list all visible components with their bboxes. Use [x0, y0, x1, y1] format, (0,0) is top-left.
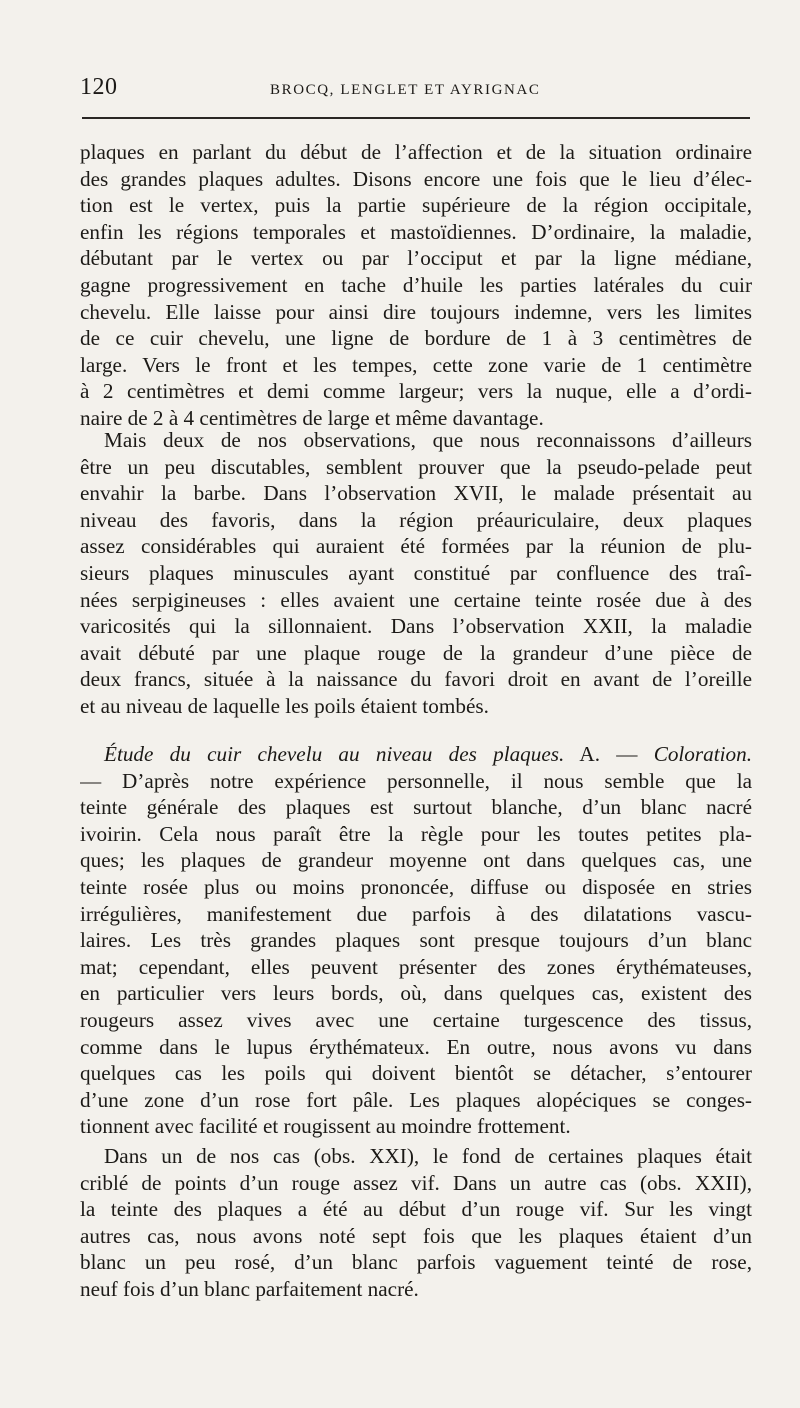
text-line: Dans un de nos cas (obs. XXI), le fond de certaines plaques était — [104, 1144, 752, 1168]
text-line: — D’après notre expérience personnelle, il nous semble que la — [80, 768, 752, 793]
running-title: BROCQ, LENGLET ET AYRIGNAC — [270, 82, 541, 98]
text-line: à 2 centimètres et demi comme largeur; vers la nuque, elle a d’ordi- — [80, 379, 752, 404]
text-line: débutant par le vertex ou par l’occiput et par la ligne médiane, — [80, 246, 752, 271]
text-line: blanc un peu rosé, d’un blanc parfois vaguement teinté de rose, — [80, 1250, 752, 1275]
text-line: irrégulières, manifestement due parfois à des dilatations vascu- — [80, 901, 752, 926]
text-line: avait débuté par une plaque rouge de la grandeur d’une pièce de — [80, 640, 752, 665]
text-line: et au niveau de laquelle les poils étaient tombés. — [80, 693, 489, 718]
text-line: nées serpigineuses : elles avaient une certaine teinte rosée due à des — [80, 587, 752, 612]
page-number: 120 — [80, 74, 118, 100]
paragraph-coloration — [80, 741, 752, 1140]
text-line: tionnent avec facilité et rougissent au moindre frottement. — [80, 1114, 571, 1139]
text-line: être un peu discutables, semblent prouver que la pseudo-pelade peut — [80, 454, 752, 479]
text-line: d’une zone d’un rose fort pâle. Les plaques alopéciques se conges- — [80, 1087, 752, 1112]
text-line: ivoirin. Cela nous paraît être la règle pour les toutes petites pla- — [80, 821, 752, 846]
text-line: chevelu. Elle laisse pour ainsi dire toujours indemne, vers les limites — [80, 299, 752, 324]
text-line: envahir la barbe. Dans l’observation XVII, le malade présentait au — [80, 481, 752, 506]
text-line: teinte générale des plaques est surtout blanche, d’un blanc nacré — [80, 795, 752, 820]
text-line: varicosités qui la sillonnaient. Dans l’observation XXII, la maladie — [80, 614, 752, 639]
text-line: quelques cas les poils qui doivent bientôt se détacher, s’entourer — [80, 1061, 752, 1086]
text-line: Mais deux de nos observations, que nous reconnaissons d’ailleurs — [104, 428, 752, 452]
text-line: rougeurs assez vives avec une certaine turgescence des tissus, — [80, 1007, 752, 1032]
text-line: naire de 2 à 4 centimètres de large et même davantage. — [80, 405, 544, 430]
text-line: laires. Les très grandes plaques sont presque toujours d’un blanc — [80, 928, 752, 953]
section-heading — [80, 741, 752, 768]
text-line: gagne progressivement en tache d’huile les parties latérales du cuir — [80, 272, 752, 297]
text-line: teinte rosée plus ou moins prononcée, diffuse ou disposée en stries — [80, 874, 752, 899]
text-line: comme dans le lupus érythémateux. En outre, nous avons vu dans — [80, 1034, 752, 1059]
heading-subsection-label: A. — — [564, 742, 654, 766]
text-line: assez considérables qui auraient été formées par la réunion de plu- — [80, 534, 752, 559]
heading-italic-subtitle: Coloration. — [653, 742, 752, 766]
text-line: plaques en parlant du début de l’affection et de la situation ordinaire — [80, 140, 752, 164]
header-rule — [82, 117, 750, 119]
paragraph-affection-location — [80, 139, 752, 432]
text-line: la teinte des plaques a été au début d’un rouge vif. Sur les vingt — [80, 1197, 752, 1222]
text-line: niveau des favoris, dans la région préauriculaire, deux plaques — [80, 507, 752, 532]
text-line: ques; les plaques de grandeur moyenne ont dans quelques cas, une — [80, 848, 752, 873]
paragraph-beard-invasion — [80, 427, 752, 720]
text-line: de ce cuir chevelu, une ligne de bordure de 1 à 3 centimètres de — [80, 326, 752, 351]
text-line: neuf fois d’un blanc parfaitement nacré. — [80, 1276, 419, 1301]
text-line: mat; cependant, elles peuvent présenter des zones érythémateuses, — [80, 954, 752, 979]
text-line: des grandes plaques adultes. Disons encore une fois que le lieu d’élec- — [80, 166, 752, 191]
text-line: large. Vers le front et les tempes, cette zone varie de 1 centimètre — [80, 352, 752, 377]
paragraph-case-notes — [80, 1143, 752, 1303]
text-line: sieurs plaques minuscules ayant constitué par confluence des traî- — [80, 560, 752, 585]
text-line: en particulier vers leurs bords, où, dans quelques cas, existent des — [80, 981, 752, 1006]
text-line: autres cas, nous avons noté sept fois que les plaques étaient d’un — [80, 1223, 752, 1248]
heading-italic-title: Étude du cuir chevelu au niveau des plaques. — [104, 742, 565, 766]
text-line: criblé de points d’un rouge assez vif. Dans un autre cas (obs. XXII), — [80, 1170, 752, 1195]
text-line: enfin les régions temporales et mastoïdiennes. D’ordinaire, la maladie, — [80, 219, 752, 244]
text-line: deux francs, située à la naissance du favori droit en avant de l’oreille — [80, 667, 752, 692]
text-line: tion est le vertex, puis la partie supérieure de la région occipitale, — [80, 193, 752, 218]
